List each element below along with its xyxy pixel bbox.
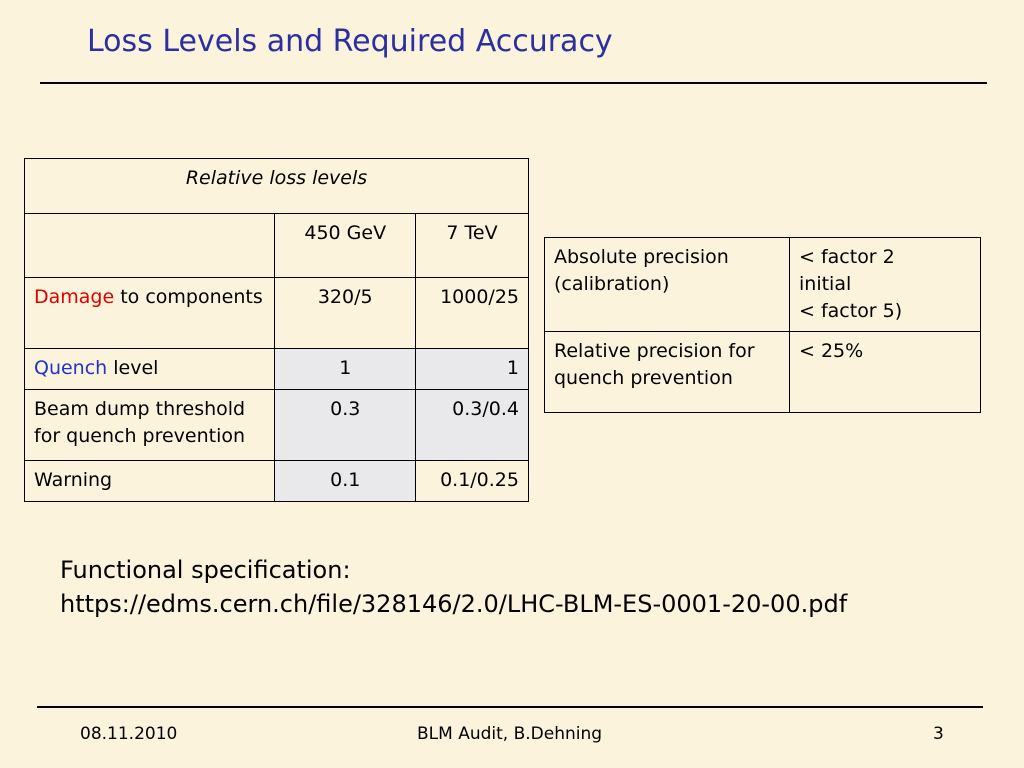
footer-author: BLM Audit, B.Dehning [417, 724, 603, 744]
row-label: Warning [25, 461, 275, 502]
row-label [25, 349, 275, 390]
slide-title: Loss Levels and Required Accuracy [87, 24, 613, 59]
table-row [25, 349, 529, 390]
table-row [25, 278, 529, 349]
cell-450gev: 1 [275, 349, 416, 390]
value-line: initial [799, 273, 852, 295]
quench-highlight: Quench [34, 357, 108, 379]
empty-header-cell [25, 214, 275, 278]
value-line: < factor 5) [799, 300, 903, 322]
table-caption: Relative loss levels [25, 159, 529, 214]
row-value: < 25% [790, 332, 981, 413]
spec-heading: Functional specification: [60, 556, 351, 584]
row-label [25, 278, 275, 349]
cell-450gev: 0.3 [275, 390, 416, 461]
table-header-row [25, 159, 529, 214]
title-divider [40, 82, 987, 84]
functional-spec [60, 553, 847, 621]
column-header-450gev: 450 GeV [275, 214, 416, 278]
row-label-rest: to components [114, 286, 263, 308]
spec-url[interactable]: https://edms.cern.ch/file/328146/2.0/LHC-BLM-ES-0001-20-00.pdf [60, 590, 848, 618]
energy-header-row [25, 214, 529, 278]
value-line: < factor 2 [799, 246, 895, 268]
page-number: 3 [933, 724, 944, 744]
row-value [790, 238, 981, 332]
loss-levels-table [24, 158, 529, 502]
cell-7tev: 1000/25 [416, 278, 529, 349]
damage-highlight: Damage [34, 286, 115, 308]
cell-450gev: 0.1 [275, 461, 416, 502]
cell-7tev: 1 [416, 349, 529, 390]
footer-divider [37, 706, 983, 708]
cell-450gev: 320/5 [275, 278, 416, 349]
row-label: Beam dump threshold for quench prevention [25, 390, 275, 461]
precision-table [544, 237, 981, 413]
table-row [545, 332, 981, 413]
table-row [545, 238, 981, 332]
table-row [25, 390, 529, 461]
footer-date: 08.11.2010 [80, 724, 178, 744]
column-header-7tev: 7 TeV [416, 214, 529, 278]
row-label: Absolute precision (calibration) [545, 238, 790, 332]
table-row [25, 461, 529, 502]
row-label: Relative precision for quench prevention [545, 332, 790, 413]
cell-7tev: 0.1/0.25 [416, 461, 529, 502]
row-label-rest: level [107, 357, 159, 379]
cell-7tev: 0.3/0.4 [416, 390, 529, 461]
